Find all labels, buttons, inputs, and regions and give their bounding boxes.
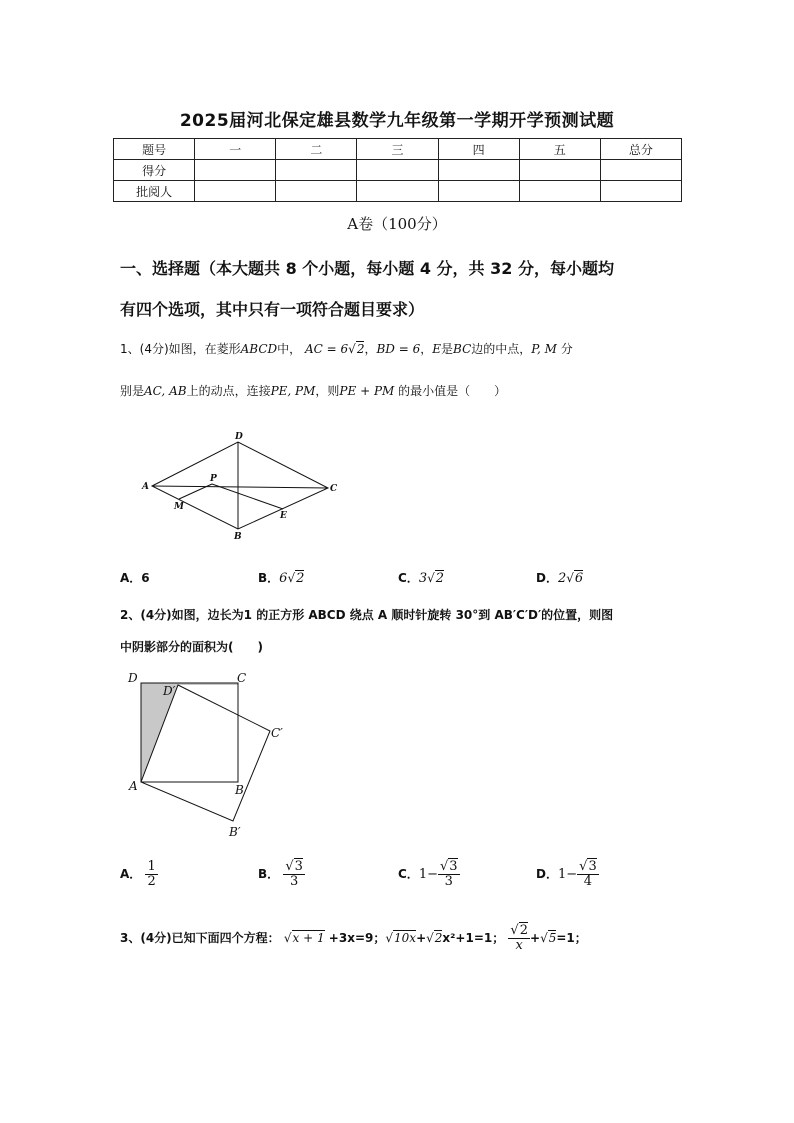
- option-letter: B．: [258, 571, 280, 585]
- q3-text: +: [530, 931, 541, 945]
- option-value: 1−: [418, 867, 438, 882]
- sqrt-sign: √: [579, 859, 588, 874]
- table-cell[interactable]: [357, 181, 438, 202]
- fraction: [438, 860, 460, 889]
- sqrt-sign: √: [566, 571, 574, 585]
- fraction: [145, 860, 157, 889]
- label-b-prime: B′: [229, 825, 241, 839]
- sqrt-sign: √: [426, 931, 434, 945]
- option-value: 2: [296, 571, 305, 586]
- q1-text: ，则: [315, 384, 340, 398]
- exam-title: 2025届河北保定雄县数学九年级第一学期开学预测试题: [179, 111, 615, 131]
- sqrt-sign: √: [285, 859, 294, 874]
- option-letter: D．: [536, 867, 558, 881]
- option-value: 2: [557, 571, 567, 586]
- section-a-label: A卷（100分）: [347, 215, 447, 233]
- q1-math: E: [432, 342, 442, 356]
- q1-math: BD = 6: [376, 342, 421, 356]
- option-value: 6: [574, 571, 584, 586]
- label-b: B: [234, 532, 242, 542]
- q1-text: 中，: [277, 342, 302, 356]
- table-cell[interactable]: [438, 160, 519, 181]
- label-c-prime: C′: [271, 726, 283, 740]
- sqrt-sign: √: [510, 923, 519, 938]
- sqrt-sign: √: [348, 342, 356, 356]
- part1-heading-line1: 一、选择题（本大题共 8 个小题，每小题 4 分，共 32 分，每小题均: [120, 259, 614, 278]
- q1-math: AC = 6: [305, 342, 349, 356]
- q1-math: ABCD: [240, 342, 278, 356]
- label-a: A: [142, 482, 149, 492]
- numerator: 1: [147, 859, 156, 874]
- q2-line2: 中阴影部分的面积为( ): [120, 640, 263, 654]
- table-cell[interactable]: [276, 181, 357, 202]
- table-cell[interactable]: [357, 160, 438, 181]
- option-value: 6: [279, 571, 288, 586]
- table-cell: 批阅人: [114, 181, 195, 202]
- q3-text: =1；: [556, 931, 587, 945]
- numerator: 3: [294, 859, 303, 874]
- sqrt-sign: √: [427, 571, 435, 585]
- q2-line1: 2、(4分)如图，边长为1 的正方形 ABCD 绕点 A 顺时针旋转 30°到 AB′C′D′的位置，则图: [120, 608, 614, 622]
- q1-math: AC, AB: [144, 384, 187, 398]
- q3-text: +: [416, 931, 427, 945]
- shaded-region: [141, 683, 238, 782]
- denominator: 3: [289, 874, 299, 889]
- table-cell[interactable]: [600, 181, 681, 202]
- q1-math: 2: [356, 342, 365, 356]
- q1-math: BC: [453, 342, 472, 356]
- option-letter: C．: [398, 571, 419, 585]
- denominator: x: [515, 938, 523, 953]
- q3-text: x²+1=1；: [442, 931, 505, 945]
- q1-math: PE, PM: [270, 384, 316, 398]
- sqrt-sign: √: [283, 931, 292, 945]
- q2-option-c[interactable]: [398, 860, 460, 889]
- label-c: C: [237, 671, 247, 685]
- label-a: A: [129, 779, 138, 793]
- option-value: 3: [418, 571, 428, 586]
- table-row: [114, 181, 682, 202]
- table-cell: 四: [438, 139, 519, 160]
- q1-text: 是: [441, 342, 454, 356]
- fraction: [577, 860, 599, 889]
- q1-text: 边的中点，: [471, 342, 532, 356]
- table-cell[interactable]: [519, 160, 600, 181]
- q3-math: x + 1: [292, 931, 325, 945]
- q3-math: 2: [434, 931, 443, 945]
- option-letter: A．: [120, 867, 142, 881]
- sqrt-sign: √: [385, 931, 394, 945]
- sqrt-sign: √: [439, 859, 449, 874]
- q3-text: +3x=9；: [328, 931, 386, 945]
- table-cell[interactable]: [438, 181, 519, 202]
- option-letter: B．: [258, 867, 280, 881]
- label-e: E: [280, 511, 287, 521]
- fraction: [283, 860, 305, 889]
- sqrt-sign: √: [540, 931, 548, 945]
- q1-text: 上的动点，连接: [186, 384, 271, 398]
- option-letter: A．: [120, 571, 142, 585]
- label-d: D: [235, 432, 243, 442]
- q1-text: 分: [560, 342, 573, 356]
- q1-option-c[interactable]: [398, 569, 444, 586]
- table-row: [114, 160, 682, 181]
- denominator: 4: [583, 874, 593, 889]
- q1-option-a[interactable]: [120, 569, 150, 586]
- table-cell[interactable]: [600, 160, 681, 181]
- diagonal-ac: [152, 486, 328, 488]
- table-cell: 得分: [114, 160, 195, 181]
- q2-option-a[interactable]: [120, 860, 158, 889]
- rhombus-figure: [135, 425, 350, 545]
- q3-line1: [120, 924, 587, 953]
- numerator: 2: [519, 923, 528, 938]
- q1-text: 别是: [120, 384, 145, 398]
- fraction: [508, 924, 530, 953]
- q1-text: 的最小值是（ ）: [398, 384, 507, 398]
- q2-option-d[interactable]: [536, 860, 599, 889]
- q1-line1: [120, 340, 573, 357]
- denominator: 2: [147, 874, 156, 889]
- table-cell: 二: [276, 139, 357, 160]
- table-cell: 五: [519, 139, 600, 160]
- table-cell[interactable]: [195, 160, 276, 181]
- q3-math: 10x: [394, 931, 417, 945]
- table-cell: 总分: [600, 139, 681, 160]
- label-d: D: [128, 671, 138, 685]
- denominator: 3: [444, 874, 453, 889]
- label-c: C: [330, 484, 338, 494]
- score-table: [113, 138, 682, 202]
- table-cell: 题号: [114, 139, 195, 160]
- numerator: 3: [449, 859, 458, 874]
- label-b: B: [235, 783, 244, 797]
- option-letter: C．: [398, 867, 419, 881]
- q1-option-b[interactable]: [258, 569, 304, 586]
- rhombus-outline: [152, 442, 328, 529]
- table-cell[interactable]: [276, 160, 357, 181]
- option-value: 1−: [557, 867, 578, 882]
- q1-option-d[interactable]: [536, 569, 583, 586]
- option-value: 2: [435, 571, 445, 586]
- q1-line2: [120, 382, 506, 399]
- q1-text: ，: [420, 342, 433, 356]
- table-cell: 三: [357, 139, 438, 160]
- q1-math: P, M: [531, 342, 557, 356]
- label-m: M: [174, 502, 184, 512]
- table-cell[interactable]: [519, 181, 600, 202]
- label-d-prime: D′: [163, 684, 176, 698]
- rotated-square-figure: [120, 666, 300, 846]
- part1-heading-line2: 有四个选项，其中只有一项符合题目要求）: [120, 300, 425, 319]
- q1-text: 1、(4分)如图，在菱形: [120, 342, 241, 356]
- q2-option-b[interactable]: [258, 860, 305, 889]
- q3-math: 5: [548, 931, 557, 945]
- q3-text: 3、(4分)已知下面四个方程：: [120, 931, 280, 945]
- table-cell[interactable]: [195, 181, 276, 202]
- numerator: 3: [588, 859, 597, 874]
- table-row: [114, 139, 682, 160]
- label-p: P: [210, 474, 217, 484]
- table-cell: 一: [195, 139, 276, 160]
- q1-text: ，: [364, 342, 377, 356]
- q1-math: PE + PM: [339, 384, 395, 398]
- option-value: 6: [141, 571, 150, 585]
- option-letter: D．: [536, 571, 558, 585]
- sqrt-sign: √: [287, 571, 296, 585]
